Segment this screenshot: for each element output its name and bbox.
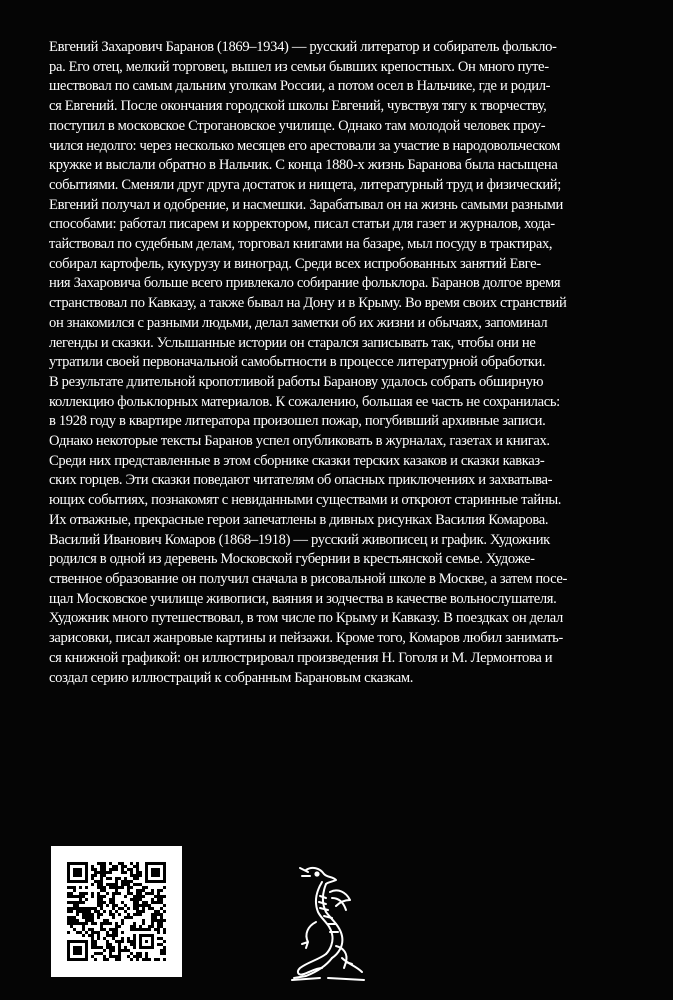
text-line: тайствовал по судебным делам, торговал книгами на базаре, мыл посуду в трактирах, [49, 236, 553, 253]
text-line: Евгений получал и одобрение, и насмешки. Зарабатывал он на жизнь самыми разными [49, 196, 563, 213]
text-line: способами: работал писарем и корректором, писал статьи для газет и журналов, хода- [49, 216, 555, 233]
annotation-text [49, 38, 629, 688]
dragon-emblem-icon [286, 862, 366, 982]
text-line: зарисовки, писал жанровые картины и пейзажи. Кроме того, Комаров любил занимать- [49, 630, 563, 647]
text-line: коллекцию фольклорных материалов. К сожалению, большая ее часть не сохранилась: [49, 393, 560, 410]
paragraph-baranov [49, 38, 629, 531]
text-line: кружке и выслали обратно в Нальчик. С конца 1880-х жизнь Баранова была насыщена [49, 157, 558, 174]
text-line: создал серию иллюстраций к собранным Барановым сказкам. [49, 669, 414, 686]
qr-code [51, 846, 182, 977]
text-line: Среди них представленные в этом сборнике сказки терских казаков и сказки кавказ- [49, 452, 545, 469]
qr-code-icon [67, 862, 166, 961]
text-line: Их отважные, прекрасные герои запечатлены в дивных рисунках Василия Комарова. [49, 511, 549, 528]
text-line: чился недолго: через несколько месяцев его арестовали за участие в народовольческом [49, 137, 561, 154]
text-line: щал Московское училище живописи, ваяния и зодчества в качестве вольнослушателя. [49, 590, 557, 607]
text-line: ния Захаровича больше всего привлекало собирание фольклора. Баранов долгое время [49, 275, 561, 292]
text-line: странствовал по Кавказу, а также бывал на Дону и в Крыму. Во время своих странствий [49, 295, 567, 312]
text-line: событиями. Сменяли друг друга достаток и нищета, литературный труд и физический; [49, 176, 561, 193]
text-line: легенды и сказки. Услышанные истории он старался записывать так, чтобы они не [49, 334, 536, 351]
text-line: родился в одной из деревень Московской губернии в крестьянской семье. Художе- [49, 551, 535, 568]
text-line: Василий Иванович Комаров (1868–1918) — русский живописец и график. Художник [49, 531, 550, 548]
text-line: ра. Его отец, мелкий торговец, вышел из семьи бывших крепостных. Он много путе- [49, 58, 549, 75]
text-line: он знакомился с разными людьми, делал заметки об их жизни и обычаях, запоминал [49, 314, 548, 331]
text-line: собирал картофель, кукурузу и виноград. Среди всех испробованных занятий Евге- [49, 255, 541, 272]
text-line: В результате длительной кропотливой работы Баранову удалось собрать обширную [49, 373, 544, 390]
text-line: Однако некоторые тексты Баранов успел опубликовать в журналах, газетах и книгах. [49, 433, 550, 450]
text-line: шествовал по самым дальним уголкам России, а потом осел в Нальчике, где и родил- [49, 78, 551, 95]
text-line: поступил в московское Строгановское училище. Однако там молодой человек проу- [49, 117, 546, 134]
paragraph-komarov [49, 531, 629, 689]
text-line: утратили своей первоначальной самобытности в процессе литературной обработки. [49, 354, 546, 371]
text-line: ющих событиях, познакомят с невиданными существами и откроют старинные тайны. [49, 492, 562, 509]
text-line: ственное образование он получил сначала в рисовальной школе в Москве, а затем посе- [49, 570, 568, 587]
text-line: Художник много путешествовал, в том числе по Крыму и Кавказу. В поездках он делал [49, 610, 563, 627]
text-line: Евгений Захарович Баранов (1869–1934) — русский литератор и собиратель фолькло- [49, 39, 557, 55]
text-line: ся Евгений. После окончания городской школы Евгений, чувствуя тягу к творчеству, [49, 98, 547, 115]
text-line: ских горцев. Эти сказки поведают читателям об опасных приключениях и захватыва- [49, 472, 553, 489]
text-line: ся книжной графикой: он иллюстрировал произведения Н. Гоголя и М. Лермонтова и [49, 649, 553, 666]
text-line: в 1928 году в квартире литератора произошел пожар, погубивший архивные записи. [49, 413, 546, 430]
